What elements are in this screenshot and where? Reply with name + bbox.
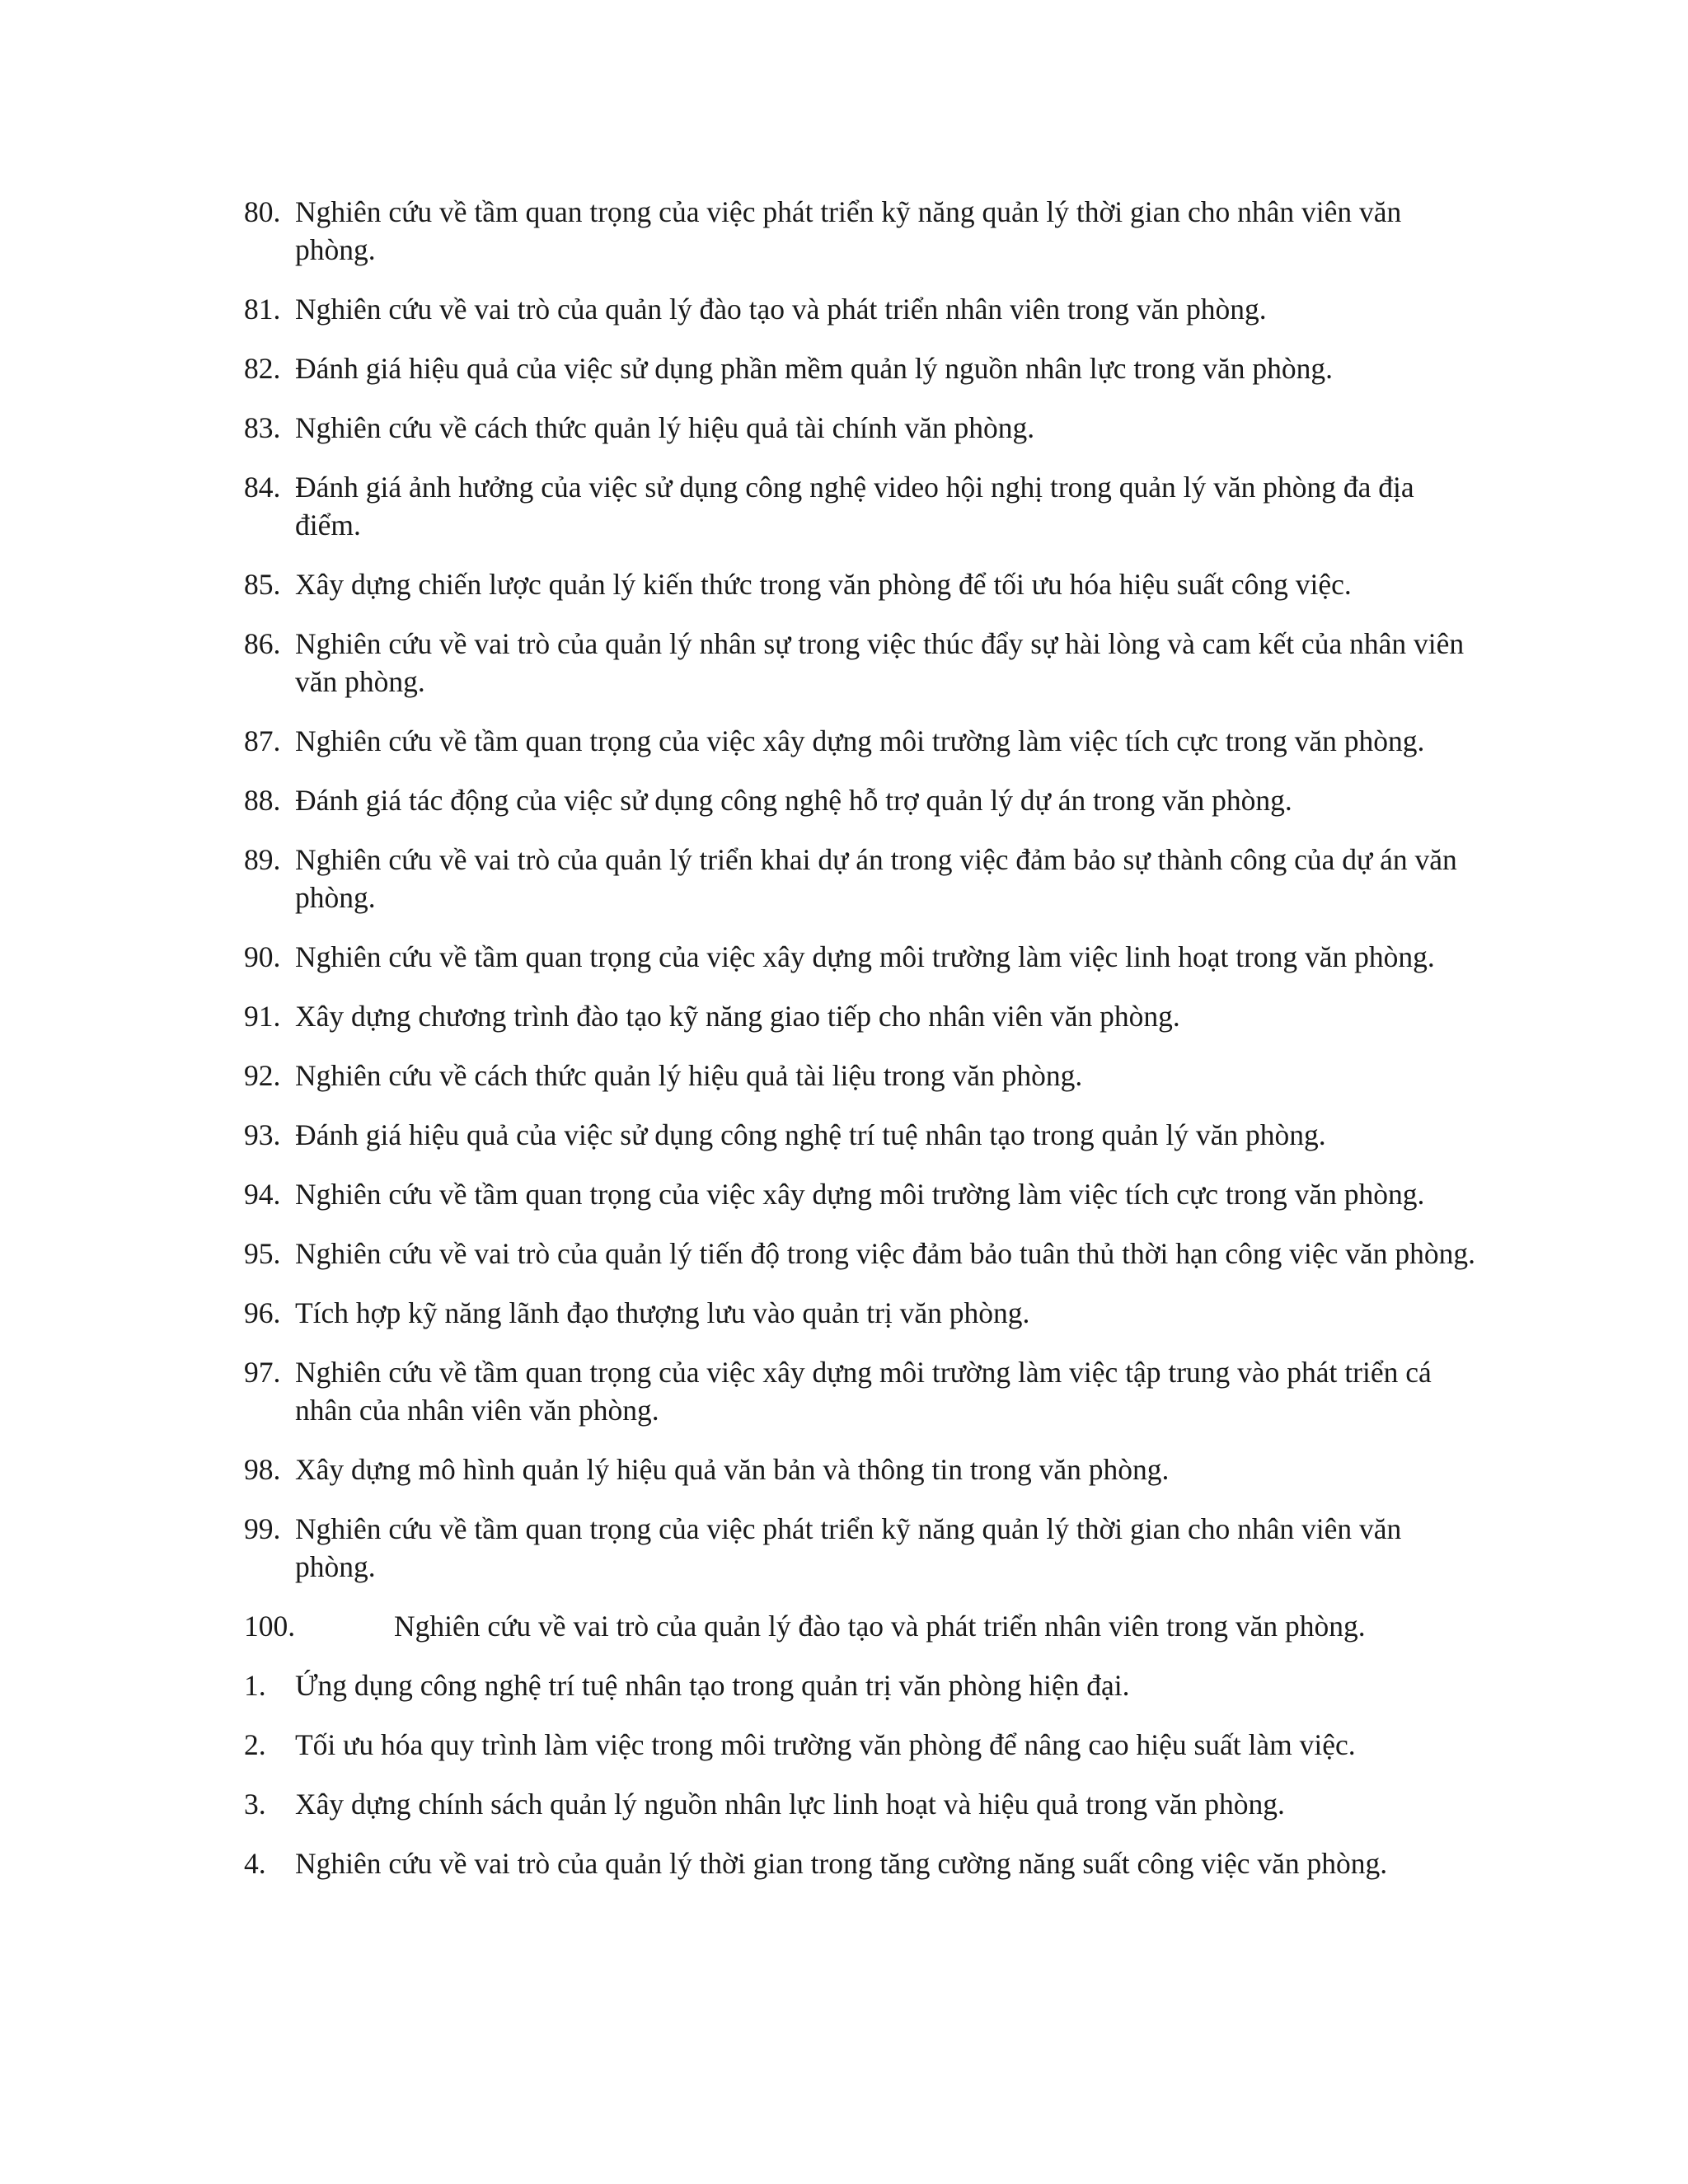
list-item-number: 89. [244, 843, 281, 876]
list-item-text: Xây dựng chương trình đào tạo kỹ năng giao tiếp cho nhân viên văn phòng. [295, 1000, 1180, 1033]
list-item-number: 3. [244, 1788, 266, 1821]
list-item-number: 86. [244, 627, 281, 660]
list-item-number: 80. [244, 195, 281, 228]
list-item-number: 95. [244, 1237, 281, 1270]
list-item-number: 84. [244, 471, 281, 504]
list-item [244, 1235, 1480, 1272]
list-item-number: 4. [244, 1847, 266, 1880]
list-item-text: Xây dựng chiến lược quản lý kiến thức trong văn phòng để tối ưu hóa hiệu suất công việc. [295, 568, 1352, 601]
list-item-text: Nghiên cứu về cách thức quản lý hiệu quả tài chính văn phòng. [295, 411, 1035, 444]
list-item-text: Nghiên cứu về tầm quan trọng của việc xây dựng môi trường làm việc tích cực trong văn phòng. [295, 1178, 1425, 1211]
list-item-number: 90. [244, 940, 281, 973]
list-item [244, 565, 1480, 603]
list-item [244, 1666, 1480, 1704]
list-item-text: Nghiên cứu về vai trò của quản lý thời gian trong tăng cường năng suất công việc văn phòng. [295, 1847, 1388, 1880]
list-item [244, 193, 1480, 269]
list-item-text: Xây dựng chính sách quản lý nguồn nhân lực linh hoạt và hiệu quả trong văn phòng. [295, 1788, 1285, 1821]
list-item [244, 841, 1480, 916]
list-item-number: 97. [244, 1356, 281, 1389]
list-item-number: 96. [244, 1296, 281, 1329]
list-item-text: Nghiên cứu về tầm quan trọng của việc phát triển kỹ năng quản lý thời gian cho nhân viên văn phòng. [295, 195, 1402, 266]
list-item-number: 93. [244, 1118, 281, 1151]
list-item [244, 290, 1480, 328]
topic-list [244, 193, 1480, 1904]
list-item [244, 1785, 1480, 1823]
list-item-number: 92. [244, 1059, 281, 1092]
list-item [244, 1451, 1480, 1488]
list-item-number: 99. [244, 1512, 281, 1545]
list-item-text: Đánh giá ảnh hưởng của việc sử dụng công nghệ video hội nghị trong quản lý văn phòng đa địa điểm. [295, 471, 1414, 541]
list-item-text: Xây dựng mô hình quản lý hiệu quả văn bản và thông tin trong văn phòng. [295, 1453, 1170, 1486]
list-item-text: Nghiên cứu về vai trò của quản lý tiến độ trong việc đảm bảo tuân thủ thời hạn công việc văn phòng. [295, 1237, 1475, 1270]
list-item-text: Nghiên cứu về tầm quan trọng của việc xây dựng môi trường làm việc tập trung vào phát triển cá nhân của nhân viên văn phòng. [295, 1356, 1432, 1427]
list-item [244, 1844, 1480, 1882]
list-item-number: 85. [244, 568, 281, 601]
list-item-number: 100. [244, 1610, 296, 1643]
list-item [244, 997, 1480, 1035]
list-item-text: Nghiên cứu về vai trò của quản lý nhân sự trong việc thúc đẩy sự hài lòng và cam kết của nhân viên văn phòng. [295, 627, 1465, 698]
list-item-text: Nghiên cứu về vai trò của quản lý đào tạo và phát triển nhân viên trong văn phòng. [295, 293, 1267, 326]
list-item [244, 1726, 1480, 1764]
list-item-text: Nghiên cứu về vai trò của quản lý triển khai dự án trong việc đảm bảo sự thành công của dự án văn phòng. [295, 843, 1457, 914]
list-item [244, 625, 1480, 701]
list-item-number: 91. [244, 1000, 281, 1033]
list-item-number: 94. [244, 1178, 281, 1211]
list-item [244, 1175, 1480, 1213]
list-item-number: 87. [244, 724, 281, 757]
list-item-number: 88. [244, 784, 281, 817]
list-item-text: Đánh giá hiệu quả của việc sử dụng công nghệ trí tuệ nhân tạo trong quản lý văn phòng. [295, 1118, 1326, 1151]
list-item [244, 781, 1480, 819]
list-item [244, 722, 1480, 760]
list-item-text: Tối ưu hóa quy trình làm việc trong môi trường văn phòng để nâng cao hiệu suất làm việc. [295, 1728, 1356, 1761]
list-item [244, 409, 1480, 447]
list-item [244, 1294, 1480, 1332]
list-item-text: Đánh giá hiệu quả của việc sử dụng phần mềm quản lý nguồn nhân lực trong văn phòng. [295, 352, 1334, 385]
list-item-text: Nghiên cứu về vai trò của quản lý đào tạo và phát triển nhân viên trong văn phòng. [394, 1610, 1366, 1643]
list-item [244, 349, 1480, 387]
list-item [244, 1607, 1480, 1645]
list-item [244, 1116, 1480, 1154]
list-item-text: Đánh giá tác động của việc sử dụng công nghệ hỗ trợ quản lý dự án trong văn phòng. [295, 784, 1292, 817]
list-item-text: Nghiên cứu về tầm quan trọng của việc xây dựng môi trường làm việc tích cực trong văn phòng. [295, 724, 1425, 757]
list-item-number: 2. [244, 1728, 266, 1761]
list-item-number: 82. [244, 352, 281, 385]
list-item-number: 98. [244, 1453, 281, 1486]
list-item-text: Tích hợp kỹ năng lãnh đạo thượng lưu vào quản trị văn phòng. [295, 1296, 1030, 1329]
list-item [244, 468, 1480, 544]
list-item-number: 83. [244, 411, 281, 444]
list-item-text: Nghiên cứu về tầm quan trọng của việc phát triển kỹ năng quản lý thời gian cho nhân viên văn phòng. [295, 1512, 1402, 1583]
list-item [244, 938, 1480, 976]
list-item [244, 1057, 1480, 1094]
list-item-text: Nghiên cứu về cách thức quản lý hiệu quả tài liệu trong văn phòng. [295, 1059, 1083, 1092]
list-item-text: Nghiên cứu về tầm quan trọng của việc xây dựng môi trường làm việc linh hoạt trong văn phòng. [295, 940, 1435, 973]
list-item-text: Ứng dụng công nghệ trí tuệ nhân tạo trong quản trị văn phòng hiện đại. [295, 1669, 1130, 1702]
list-item [244, 1510, 1480, 1586]
list-item-number: 81. [244, 293, 281, 326]
list-item-number: 1. [244, 1669, 266, 1702]
list-item [244, 1353, 1480, 1429]
